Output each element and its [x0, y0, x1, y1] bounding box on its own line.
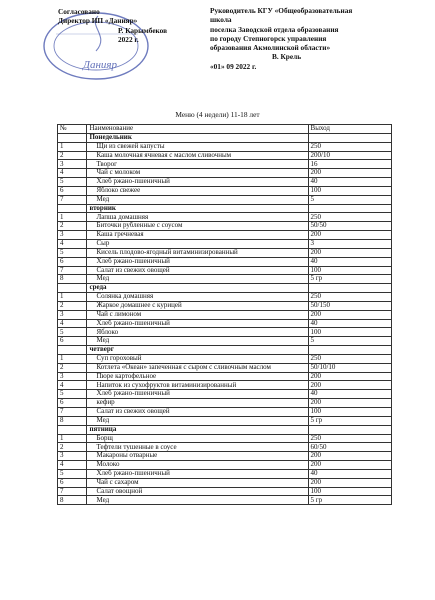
item-output: 200	[308, 169, 391, 178]
item-number: 4	[58, 319, 87, 328]
item-output: 250	[308, 213, 391, 222]
item-number: 4	[58, 381, 87, 390]
item-output: 100	[308, 328, 391, 337]
item-output: 200	[308, 310, 391, 319]
approval-left-line1: Согласовано	[58, 7, 100, 16]
day-header-row	[58, 425, 392, 434]
approval-left-block	[58, 7, 198, 44]
item-output: 60/50	[308, 443, 391, 452]
item-name: Салат овощной	[87, 487, 308, 496]
item-output: 5 гр	[308, 416, 391, 425]
item-output: 50/50	[308, 222, 391, 231]
table-row	[58, 319, 392, 328]
item-name: Творог	[87, 160, 308, 169]
table-row	[58, 142, 392, 151]
table-row	[58, 478, 392, 487]
item-number: 7	[58, 408, 87, 417]
item-name: Макароны отварные	[87, 452, 308, 461]
table-row	[58, 390, 392, 399]
table-row	[58, 399, 392, 408]
item-name: Мед	[87, 275, 308, 284]
table-row	[58, 239, 392, 248]
day-header-row	[58, 284, 392, 293]
day-header-output-cell	[308, 284, 391, 293]
table-row	[58, 275, 392, 284]
day-name: четверг	[87, 346, 308, 355]
table-row	[58, 160, 392, 169]
item-output: 200	[308, 248, 391, 257]
item-output: 5	[308, 195, 391, 204]
item-name: Сыр	[87, 239, 308, 248]
item-name: Напиток из сухофруктов витаминизированный	[87, 381, 308, 390]
item-number: 6	[58, 337, 87, 346]
approval-right-line2: школа	[210, 15, 232, 25]
table-row	[58, 372, 392, 381]
item-output: 250	[308, 142, 391, 151]
item-number: 6	[58, 399, 87, 408]
item-output: 50/10/10	[308, 363, 391, 372]
table-row	[58, 222, 392, 231]
day-header-output-cell	[308, 204, 391, 213]
item-name: Суп гороховый	[87, 354, 308, 363]
item-number: 3	[58, 231, 87, 240]
item-number: 3	[58, 160, 87, 169]
table-row	[58, 487, 392, 496]
table-row	[58, 248, 392, 257]
approval-right-line6: В. Крель	[272, 52, 302, 62]
table-row	[58, 381, 392, 390]
svg-text:Данияр: Данияр	[82, 59, 118, 71]
item-name: Каша молочная ячневая с маслом сливочным	[87, 151, 308, 160]
item-number: 1	[58, 142, 87, 151]
item-name: Мед	[87, 337, 308, 346]
item-name: Хлеб ржано-пшеничный	[87, 469, 308, 478]
item-name: Чай с сахаром	[87, 478, 308, 487]
menu-table	[57, 124, 392, 505]
item-output: 40	[308, 178, 391, 187]
item-number: 2	[58, 443, 87, 452]
table-row	[58, 257, 392, 266]
item-name: Жаркое домашнее с курицей	[87, 301, 308, 310]
item-number: 8	[58, 416, 87, 425]
item-output: 200	[308, 461, 391, 470]
item-name: Хлеб ржано-пшеничный	[87, 178, 308, 187]
day-name: Понедельник	[87, 133, 308, 142]
item-number: 8	[58, 275, 87, 284]
approval-left-line4: 2022 г.	[118, 34, 139, 44]
day-header-output-cell	[308, 425, 391, 434]
day-header-output-cell	[308, 133, 391, 142]
item-name: Салат из свежих овощей	[87, 408, 308, 417]
item-name: Кисель плодово-ягодный витаминизированный	[87, 248, 308, 257]
item-output: 200	[308, 231, 391, 240]
item-number: 7	[58, 266, 87, 275]
table-row	[58, 443, 392, 452]
table-row	[58, 178, 392, 187]
day-header-number-cell	[58, 346, 87, 355]
item-name: Тефтели тушенные в соусе	[87, 443, 308, 452]
item-name: Мед	[87, 496, 308, 505]
item-name: Мед	[87, 195, 308, 204]
table-row	[58, 496, 392, 505]
item-number: 8	[58, 496, 87, 505]
day-name: среда	[87, 284, 308, 293]
table-row	[58, 169, 392, 178]
item-number: 1	[58, 434, 87, 443]
table-row	[58, 363, 392, 372]
approval-right-block	[210, 6, 410, 71]
item-name: Лапша домашняя	[87, 213, 308, 222]
item-output: 200	[308, 381, 391, 390]
item-output: 250	[308, 293, 391, 302]
item-name: Молоко	[87, 461, 308, 470]
item-output: 200/10	[308, 151, 391, 160]
item-output: 40	[308, 257, 391, 266]
item-name: Хлеб ржано-пшеничный	[87, 390, 308, 399]
item-name: Яблоко свежее	[87, 186, 308, 195]
table-row	[58, 434, 392, 443]
item-number: 3	[58, 372, 87, 381]
item-name: Котлета «Океан» запеченная с сыром с сливочным маслом	[87, 363, 308, 372]
item-name: Биточки рубленные с соусом	[87, 222, 308, 231]
day-header-number-cell	[58, 133, 87, 142]
column-header-output: Выход	[308, 125, 391, 134]
item-name: Чай с молоком	[87, 169, 308, 178]
item-name: Яблоко	[87, 328, 308, 337]
day-header-output-cell	[308, 346, 391, 355]
item-output: 40	[308, 390, 391, 399]
table-header-row	[58, 125, 392, 134]
table-row	[58, 328, 392, 337]
table-row	[58, 231, 392, 240]
table-row	[58, 354, 392, 363]
item-number: 2	[58, 363, 87, 372]
table-row	[58, 301, 392, 310]
item-number: 3	[58, 310, 87, 319]
item-number: 5	[58, 328, 87, 337]
table-row	[58, 186, 392, 195]
item-name: Борщ	[87, 434, 308, 443]
item-output: 200	[308, 399, 391, 408]
item-output: 5	[308, 337, 391, 346]
item-number: 1	[58, 293, 87, 302]
day-name: пятница	[87, 425, 308, 434]
item-name: кефир	[87, 399, 308, 408]
item-output: 3	[308, 239, 391, 248]
item-output: 40	[308, 469, 391, 478]
table-row	[58, 416, 392, 425]
approval-right-line4: по городу Степногорск управления	[210, 33, 327, 43]
approval-left-line3: Р. Карымбеков	[118, 25, 168, 35]
item-number: 5	[58, 248, 87, 257]
item-number: 6	[58, 478, 87, 487]
item-number: 2	[58, 151, 87, 160]
item-name: Каша гречневая	[87, 231, 308, 240]
item-number: 5	[58, 390, 87, 399]
item-output: 5 гр	[308, 496, 391, 505]
item-output: 200	[308, 372, 391, 381]
approval-right-line3: поселка Заводской отдела образования	[210, 24, 339, 34]
item-number: 3	[58, 452, 87, 461]
day-header-number-cell	[58, 204, 87, 213]
item-output: 16	[308, 160, 391, 169]
table-row	[58, 293, 392, 302]
item-number: 1	[58, 213, 87, 222]
item-output: 5 гр	[308, 275, 391, 284]
approval-right-line7: «01» 09 2022 г.	[210, 61, 257, 71]
table-row	[58, 337, 392, 346]
item-output: 100	[308, 266, 391, 275]
item-output: 50/150	[308, 301, 391, 310]
item-number: 2	[58, 301, 87, 310]
day-header-number-cell	[58, 284, 87, 293]
table-row	[58, 151, 392, 160]
item-number: 4	[58, 239, 87, 248]
item-name: Пюре картофельное	[87, 372, 308, 381]
item-name: Щи из свежей капусты	[87, 142, 308, 151]
approval-right-line5: образования Акмолинской области»	[210, 43, 331, 53]
item-name: Чай с лимоном	[87, 310, 308, 319]
approval-right-line1: Руководитель КГУ «Общеобразовательная	[210, 6, 353, 15]
item-number: 1	[58, 354, 87, 363]
item-output: 250	[308, 354, 391, 363]
item-number: 7	[58, 195, 87, 204]
item-output: 200	[308, 452, 391, 461]
item-name: Хлеб ржано-пшеничный	[87, 257, 308, 266]
day-header-row	[58, 133, 392, 142]
table-row	[58, 461, 392, 470]
column-header-name: Наименование	[87, 125, 308, 134]
item-number: 2	[58, 222, 87, 231]
day-header-number-cell	[58, 425, 87, 434]
item-number: 6	[58, 257, 87, 266]
item-name: Солянка домашняя	[87, 293, 308, 302]
item-output: 250	[308, 434, 391, 443]
menu-title: Меню (4 недели) 11-18 лет	[175, 110, 260, 119]
item-output: 40	[308, 319, 391, 328]
item-name: Мед	[87, 416, 308, 425]
table-row	[58, 195, 392, 204]
item-name: Хлеб ржано-пшеничный	[87, 319, 308, 328]
column-header-number: №	[58, 125, 87, 134]
table-row	[58, 469, 392, 478]
item-number: 5	[58, 469, 87, 478]
item-number: 4	[58, 169, 87, 178]
table-row	[58, 213, 392, 222]
day-name: вторник	[87, 204, 308, 213]
table-row	[58, 452, 392, 461]
item-output: 100	[308, 487, 391, 496]
item-number: 7	[58, 487, 87, 496]
item-number: 4	[58, 461, 87, 470]
item-name: Салат из свежих овощей	[87, 266, 308, 275]
day-header-row	[58, 204, 392, 213]
menu-table-body	[58, 133, 392, 504]
table-row	[58, 266, 392, 275]
item-output: 200	[308, 478, 391, 487]
approval-left-line2: Директор ИП «Данияр»	[58, 16, 138, 26]
item-number: 5	[58, 178, 87, 187]
item-output: 100	[308, 186, 391, 195]
table-row	[58, 408, 392, 417]
item-output: 100	[308, 408, 391, 417]
day-header-row	[58, 346, 392, 355]
item-number: 6	[58, 186, 87, 195]
table-row	[58, 310, 392, 319]
